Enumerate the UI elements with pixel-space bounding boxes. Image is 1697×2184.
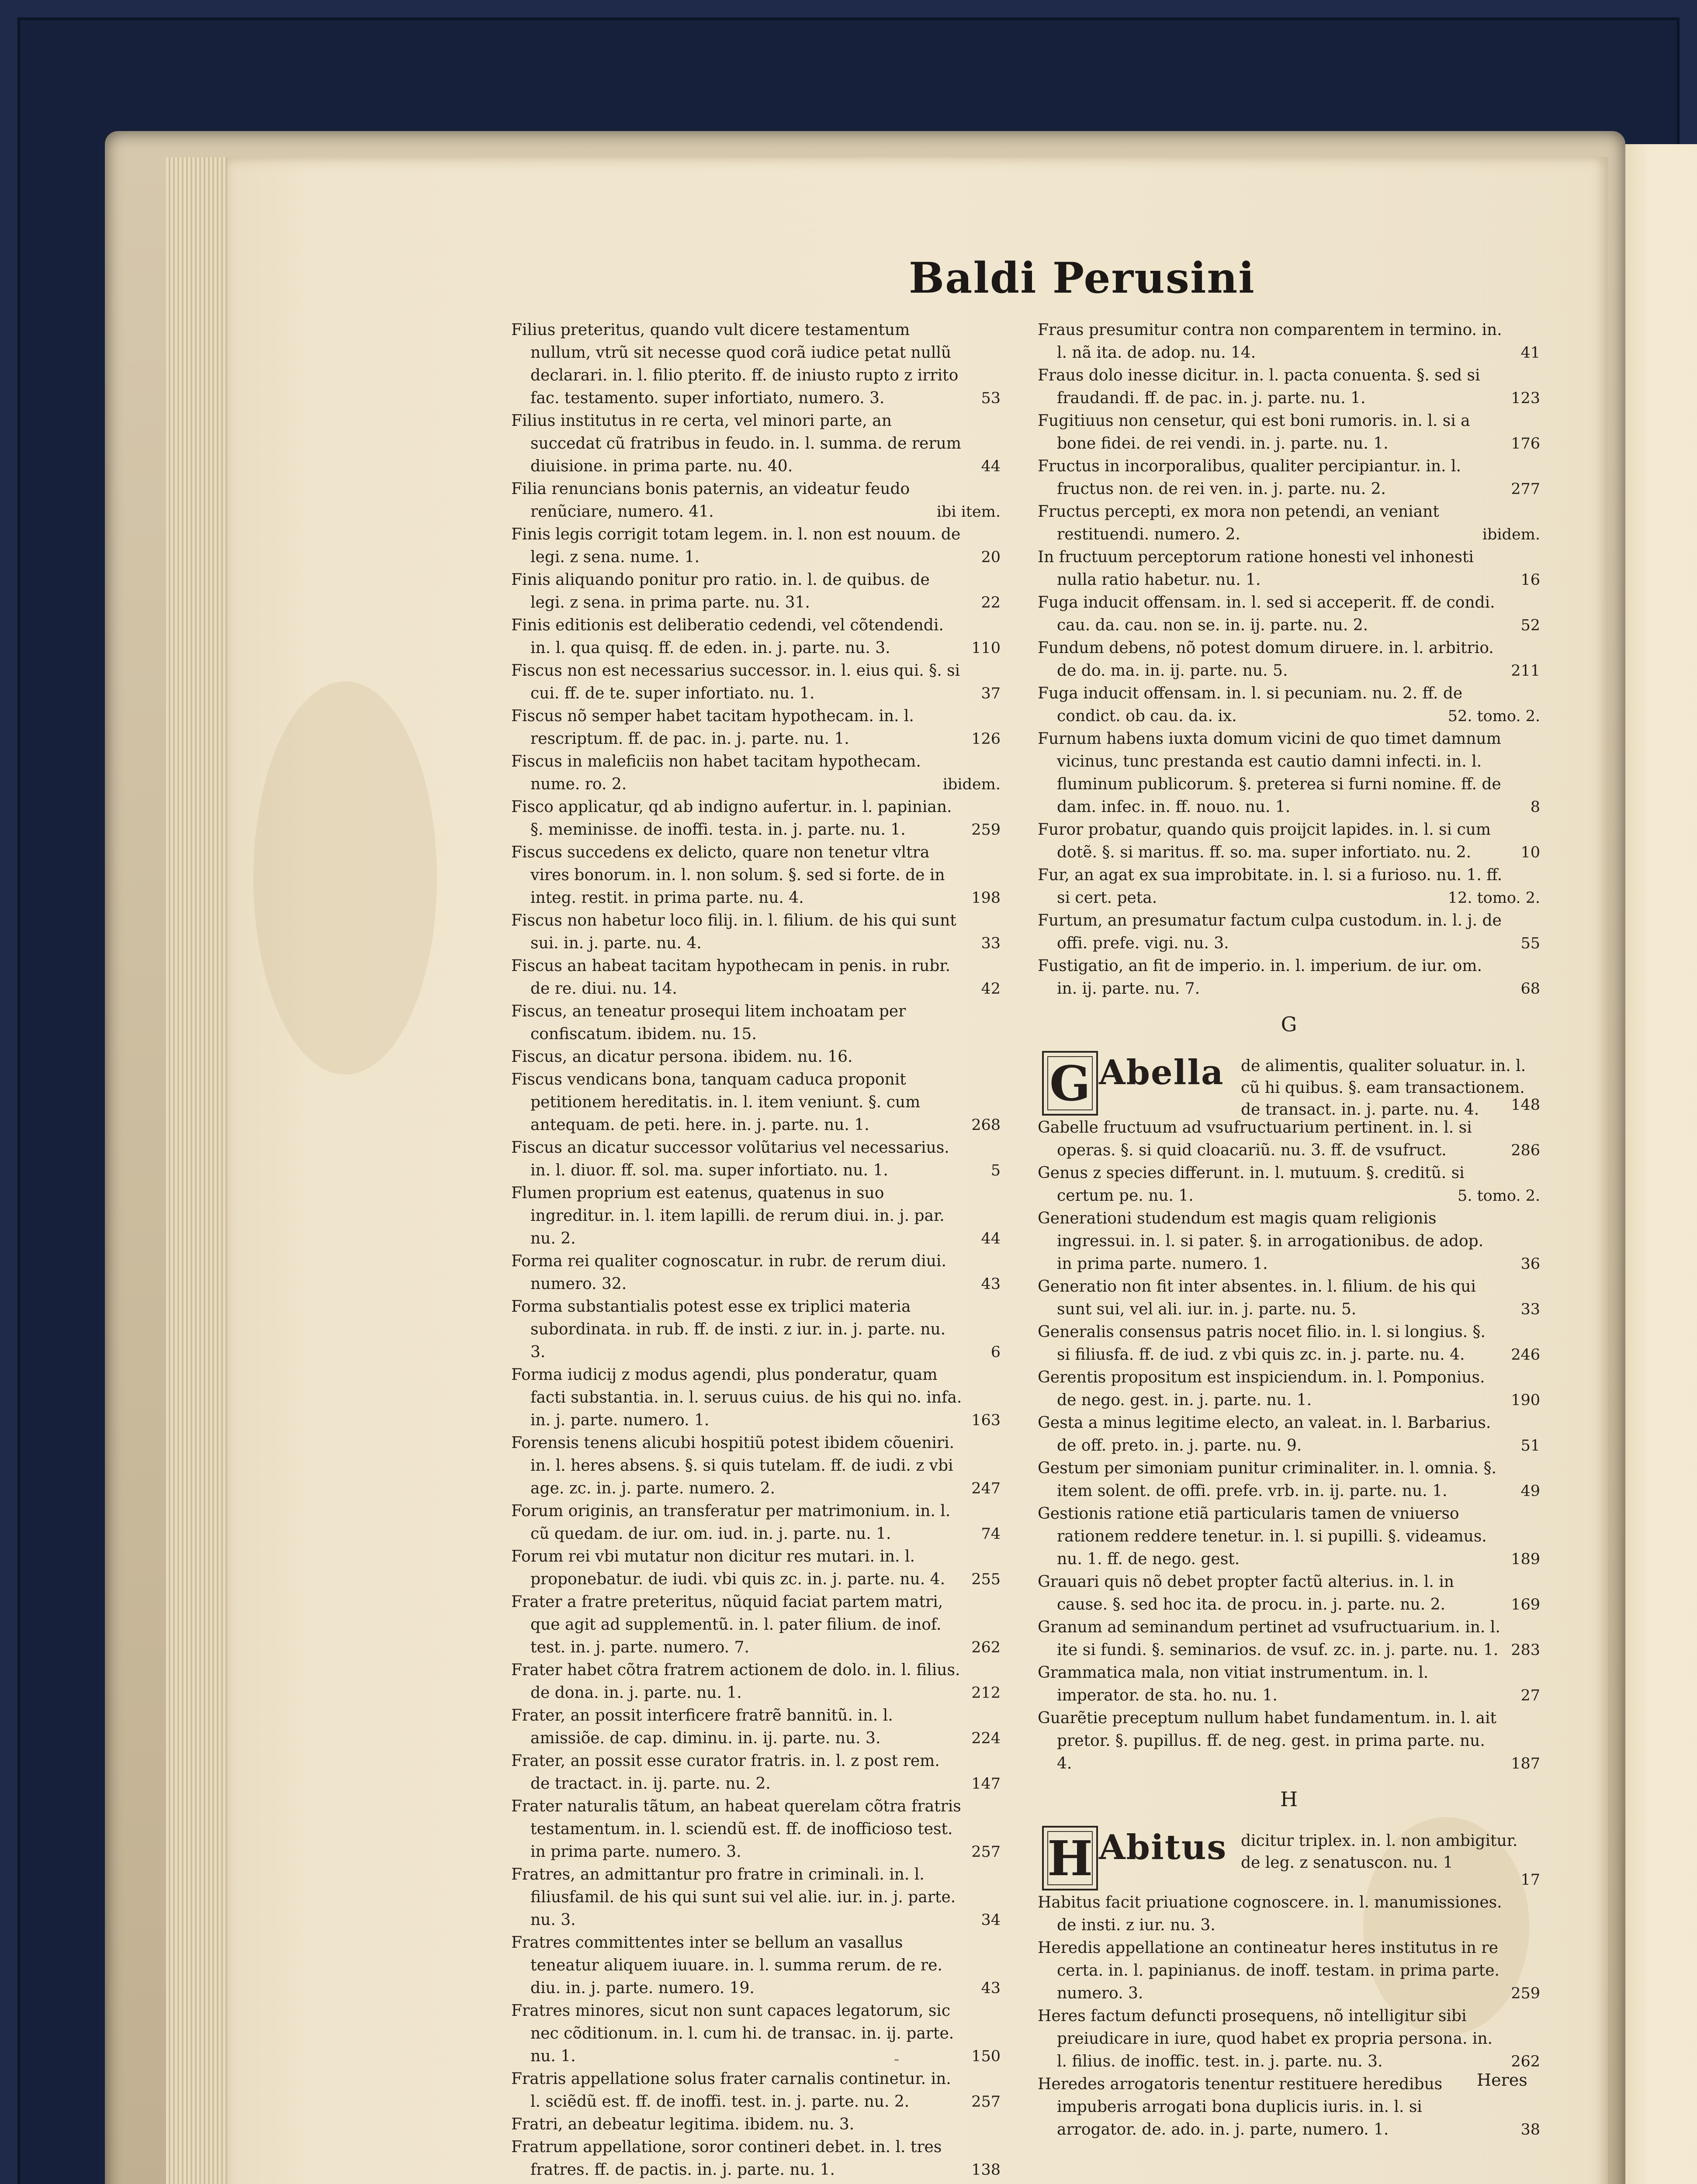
- index-entry: [511, 1046, 1001, 1068]
- page-reference: 268: [971, 1116, 1001, 1134]
- entry-text: Finis legis corrigit totam legem. in. l. non est nouum. de legi. z sena. nume. 1.: [511, 525, 961, 566]
- page-reference: 190: [1511, 1392, 1540, 1409]
- entry-text: Fundum debens, nõ potest domum diruere. in. l. arbitrio. de do. ma. in. ij. parte. nu. 5.: [1038, 639, 1494, 680]
- section-h-head: [1038, 1826, 1540, 1891]
- entry-text: Filius institutus in re certa, vel minori parte, an succedat cũ fratribus in feudo. in. l. summa. de rerum diuisione. in prima parte. nu. 40.: [511, 412, 961, 475]
- entry-text: Gestum per simoniam punitur criminaliter. in. l. omnia. §. item solent. de offi. prefe. vrb. in. ij. parte. nu. 1.: [1038, 1459, 1496, 1500]
- index-entry: [1038, 501, 1540, 546]
- index-entry: [1038, 319, 1540, 364]
- index-entry: [511, 750, 1001, 796]
- page-reference: 6: [990, 1344, 1001, 1361]
- entry-text: Filia renuncians bonis paternis, an videatur feudo renũciare, numero. 41.: [511, 480, 910, 521]
- entry-text: Gestionis ratione etiã particularis tamen de vniuerso rationem reddere tenetur. in. l. si pupilli. §. videamus. nu. 1. ff. de nego. gest.: [1038, 1505, 1487, 1568]
- entry-text: Fiscus non est necessarius successor. in. l. eius qui. §. si cui. ff. de te. super infortiato. nu. 1.: [511, 662, 960, 702]
- entry-text: Fiscus non habetur loco filij. in. l. filium. de his qui sunt sui. in. j. parte. nu. 4.: [511, 912, 956, 952]
- page-reference: 283: [1511, 1641, 1540, 1659]
- index-entry: [511, 1659, 1001, 1704]
- page-reference: 49: [1520, 1482, 1540, 1500]
- entry-text: Fructus percepti, ex mora non petendi, an veniant restituendi. numero. 2.: [1038, 503, 1439, 543]
- entry-text: Forum rei vbi mutatur non dicitur res mutari. in. l. proponebatur. de iudi. vbi quis zc. in. j. parte. nu. 4.: [511, 1548, 945, 1588]
- page-reference: 38: [1520, 2121, 1540, 2139]
- page-reference: 33: [1520, 1301, 1540, 1318]
- page-reference: 52. tomo. 2.: [1448, 708, 1540, 725]
- index-entry: [511, 523, 1001, 569]
- page-reference: 74: [981, 1525, 1001, 1543]
- page-reference: 138: [971, 2161, 1001, 2179]
- entry-text: Grauari quis nõ debet propter factũ alterius. in. l. in cause. §. sed hoc ita. de procu. in. j. parte. nu. 2.: [1038, 1573, 1454, 1614]
- page-reference: 255: [971, 1571, 1001, 1588]
- page-reference: 20: [981, 549, 1001, 566]
- index-entry: [1038, 864, 1540, 909]
- index-entry: [1038, 909, 1540, 955]
- index-entry: [511, 2068, 1001, 2113]
- index-entry: [511, 1704, 1001, 1750]
- index-entry: [511, 2181, 1001, 2184]
- page-reference: 126: [971, 730, 1001, 748]
- entry-text: Flumen proprium est eatenus, quatenus in suo ingreditur. in. l. item lapilli. de rerum diui. in. j. par. nu. 2.: [511, 1184, 945, 1248]
- page-reference: 150: [971, 2048, 1001, 2065]
- entry-text: Forma rei qualiter cognoscatur. in rubr. de rerum diui. numero. 32.: [511, 1252, 946, 1293]
- page-edges: [166, 157, 236, 2184]
- index-entry: [1038, 2005, 1540, 2073]
- entry-text: Gesta a minus legitime electo, an valeat. in. l. Barbarius. de off. preto. in. j. parte. nu. 9.: [1038, 1414, 1491, 1455]
- index-entry: [1038, 591, 1540, 637]
- bottom-mark: ˜: [894, 2057, 900, 2072]
- index-entry: [511, 614, 1001, 660]
- entry-text: Fugitiuus non censetur, qui est boni rumoris. in. l. si a bone fidei. de rei vendi. in. j. parte. nu. 1.: [1038, 412, 1470, 453]
- index-entry: [511, 660, 1001, 705]
- index-entry: [1038, 364, 1540, 410]
- index-entry: [511, 319, 1001, 410]
- index-entry: [511, 1432, 1001, 1500]
- index-entry: [511, 1250, 1001, 1296]
- page-reference: 43: [981, 1980, 1001, 1997]
- page-reference: 37: [981, 685, 1001, 702]
- page-reference: 262: [971, 1639, 1001, 1656]
- index-entry: [1038, 1457, 1540, 1503]
- page-reference: 187: [1511, 1755, 1540, 1773]
- page-reference: 176: [1511, 435, 1540, 453]
- page-reference: ibidem.: [942, 776, 1001, 793]
- index-entry: [1038, 955, 1540, 1000]
- index-entry: [511, 569, 1001, 614]
- page-reference: 44: [981, 1230, 1001, 1248]
- entry-text: Fratres, an admittantur pro fratre in criminali. in. l. filiusfamil. de his qui sunt sui vel alie. iur. in. j. parte. nu. 3.: [511, 1866, 956, 1929]
- index-entry: [511, 478, 1001, 523]
- entry-text: Fratres committentes inter se bellum an vasallus teneatur aliquem iuuare. in. l. summa rerum. de re. diu. in. j. parte. numero. 19.: [511, 1934, 942, 1997]
- index-entry: [1038, 1275, 1540, 1321]
- index-entry: [511, 1591, 1001, 1659]
- page-reference: 169: [1511, 1596, 1540, 1614]
- entry-text: Genus z species differunt. in. l. mutuum. §. creditũ. si certum pe. nu. 1.: [1038, 1164, 1465, 1205]
- index-entry: [1038, 1366, 1540, 1412]
- entry-text: [511, 2181, 1001, 2184]
- decorated-initial-h: H: [1042, 1826, 1098, 1890]
- index-entry: [1038, 819, 1540, 864]
- index-column-left: [511, 319, 1001, 2184]
- index-entry: [1038, 2073, 1540, 2141]
- entry-text: In fructuum perceptorum ratione honesti vel inhonesti nulla ratio habetur. nu. 1.: [1038, 548, 1474, 589]
- entry-text: Granum ad seminandum pertinet ad vsufructuarium. in. l. ite si fundi. §. seminarios. de vsuf. zc. in. j. parte. nu. 1.: [1038, 1618, 1500, 1659]
- page-reference: 277: [1511, 480, 1540, 498]
- entry-text: Forma substantialis potest esse ex triplici materia subordinata. in rub. ff. de insti. z iur. in. j. parte. nu. 3.: [511, 1298, 946, 1361]
- index-entry: [1038, 1662, 1540, 1707]
- page-reference: 259: [1511, 1985, 1540, 2002]
- page-reference: 17: [1520, 1871, 1540, 1889]
- page-reference: 262: [1511, 2053, 1540, 2070]
- section-g-head-text: de alimentis, qualiter soluatur. in. l. cũ hi quibus. §. eam transactionem. de transact. in. j. parte. nu. 4.: [1241, 1057, 1526, 1119]
- section-h-head-text: dicitur triplex. in. l. non ambigitur. de leg. z senatuscon. nu. 1: [1241, 1832, 1518, 1872]
- page-reference: 110: [971, 639, 1001, 657]
- entry-text: Fiscus, an teneatur prosequi litem inchoatam per confiscatum. ibidem. nu. 15.: [511, 1002, 906, 1043]
- page-reference: 148: [1511, 1096, 1540, 1114]
- page-reference: 212: [971, 1684, 1001, 1702]
- entry-text: Fuga inducit offensam. in. l. sed si acceperit. ff. de condi. cau. da. cau. non se. in. ij. parte. nu. 2.: [1038, 594, 1495, 634]
- index-entry: [1038, 1162, 1540, 1207]
- index-entry: [1038, 1116, 1540, 1162]
- index-entry: [1038, 682, 1540, 728]
- index-entry: [1038, 1891, 1540, 1937]
- index-entry: [1038, 1707, 1540, 1775]
- index-entry: [511, 1182, 1001, 1250]
- index-entry: [511, 1545, 1001, 1591]
- index-entry: [1038, 728, 1540, 819]
- entry-text: Fiscus nõ semper habet tacitam hypothecam. in. l. rescriptum. ff. de pac. in. j. parte. nu. 1.: [511, 707, 914, 748]
- page-reference: 27: [1520, 1687, 1540, 1704]
- index-entry: [511, 955, 1001, 1000]
- page-reference: 52: [1520, 617, 1540, 634]
- index-entry: [511, 1863, 1001, 1932]
- entry-text: Filius preteritus, quando vult dicere testamentum nullum, vtrũ sit necesse quod corã iudice petat nullũ declarari. in. l. filio pterito. ff. de iniusto rupto z irrito fac. testamento. super infortiato, numero. 3.: [511, 321, 959, 407]
- running-head: Baldi Perusini: [909, 253, 1255, 303]
- index-entry: [1038, 455, 1540, 501]
- page-reference: 246: [1511, 1346, 1540, 1364]
- entry-text: Guarẽtie preceptum nullum habet fundamentum. in. l. ait pretor. §. pupillus. ff. de neg. gest. in prima parte. nu. 4.: [1038, 1709, 1496, 1773]
- entry-text: Fiscus an dicatur successor volũtarius vel necessarius. in. l. diuor. ff. sol. ma. super infortiato. nu. 1.: [511, 1139, 949, 1179]
- page-reference: ibidem.: [1482, 526, 1540, 543]
- page-reference: 51: [1520, 1437, 1540, 1455]
- page-reference: 286: [1511, 1142, 1540, 1159]
- index-entry: [511, 1364, 1001, 1432]
- section-letter-g: G: [1281, 1013, 1297, 1036]
- section-h-head-word: Abitus: [1099, 1828, 1227, 1867]
- entry-text: Gabelle fructuum ad vsufructuarium pertinent. in. l. si operas. §. si quid cloacariũ. nu. 3. ff. de vsufruct.: [1038, 1119, 1472, 1159]
- index-column-right: [1038, 319, 1540, 2141]
- section-g-head: [1038, 1051, 1540, 1119]
- page-reference: 42: [981, 980, 1001, 998]
- page-reference: 36: [1520, 1255, 1540, 1273]
- entry-text: Frater, an possit esse curator fratris. in. l. z post rem. de tractact. in. ij. parte. nu. 2.: [511, 1752, 940, 1793]
- entry-text: Fratri, an debeatur legitima. ibidem. nu. 3.: [511, 2115, 855, 2133]
- section-letter-h: H: [1280, 1787, 1298, 1811]
- index-entry: [1038, 1412, 1540, 1457]
- page-reference: 12. tomo. 2.: [1448, 889, 1540, 907]
- entry-text: Fuga inducit offensam. in. l. si pecuniam. nu. 2. ff. de condict. ob cau. da. ix.: [1038, 684, 1463, 725]
- entry-text: Fur, an agat ex sua improbitate. in. l. si a furioso. nu. 1. ff. si cert. peta.: [1038, 866, 1503, 907]
- catchword: Heres: [1477, 2070, 1527, 2090]
- page-reference: 5: [990, 1162, 1001, 1179]
- page-reference: 8: [1530, 798, 1540, 816]
- index-entry: [511, 1137, 1001, 1182]
- index-entry: [511, 2136, 1001, 2181]
- index-entry: [511, 1795, 1001, 1863]
- entry-text: Fiscus succedens ex delicto, quare non tenetur vltra vires bonorum. in. l. non solum. §. sed si forte. de in integ. restit. in prima parte. nu. 4.: [511, 843, 945, 907]
- entry-text: Heres factum defuncti prosequens, nõ intelligitur sibi preiudicare in iure, quod habet ex propria persona. in. l. filius. de inoffic. test. in. j. parte. nu. 3.: [1038, 2007, 1493, 2070]
- index-entry: [511, 1296, 1001, 1364]
- index-entry: [511, 1500, 1001, 1545]
- page-reference: 257: [971, 1843, 1001, 1861]
- index-entry: [1038, 1616, 1540, 1662]
- page-reference: 55: [1520, 935, 1540, 952]
- index-entry: [1038, 546, 1540, 591]
- page-reference: 163: [971, 1412, 1001, 1429]
- index-entry: [511, 841, 1001, 909]
- entry-text: Frater a fratre preteritus, nũquid faciat partem matri, que agit ad supplementũ. in. l. pater filium. de inof. test. in. j. parte. numero. 7.: [511, 1593, 943, 1656]
- index-entry: [1038, 1207, 1540, 1275]
- entry-text: Frater, an possit interficere fratrẽ bannitũ. in. l. amissiõe. de cap. diminu. in. ij. parte. nu. 3.: [511, 1707, 893, 1747]
- page-reference: 189: [1511, 1551, 1540, 1568]
- index-entry: [511, 796, 1001, 841]
- entry-text: Fratris appellatione solus frater carnalis continetur. in. l. sciẽdũ est. ff. de inoffi. test. in. j. parte. nu. 2.: [511, 2070, 951, 2111]
- facing-page-edge: [1617, 144, 1697, 2184]
- entry-text: Furnum habens iuxta domum vicini de quo timet damnum vicinus, tunc prestanda est cautio damni infecti. in. l. fluminum publicorum. §. preterea si furni nomine. ff. de dam. infec. in. ff. nouo. nu. 1.: [1038, 730, 1501, 816]
- page-reference: 43: [981, 1275, 1001, 1293]
- index-entry: [511, 1000, 1001, 1046]
- entry-text: Finis aliquando ponitur pro ratio. in. l. de quibus. de legi. z sena. in prima parte. nu. 31.: [511, 571, 930, 612]
- index-entry: [511, 1932, 1001, 2000]
- page-reference: 22: [981, 594, 1001, 612]
- page-reference: 5. tomo. 2.: [1458, 1187, 1540, 1205]
- entry-text: Fratrum appellatione, soror contineri debet. in. l. tres fratres. ff. de pactis. in. j. parte. nu. 1.: [511, 2138, 942, 2179]
- page-reference: 259: [971, 821, 1001, 839]
- index-entry: [511, 1750, 1001, 1795]
- page-reference: 33: [981, 935, 1001, 952]
- index-entry: [511, 1068, 1001, 1137]
- page-reference: 10: [1520, 844, 1540, 861]
- index-entry: [1038, 637, 1540, 682]
- page-reference: 224: [971, 1730, 1001, 1747]
- page-reference: 247: [971, 1480, 1001, 1497]
- index-entry: [1038, 1937, 1540, 2005]
- entry-text: Heredes arrogatoris tenentur restituere heredibus impuberis arrogati bona duplicis iuris. in. l. si arrogator. de. ado. in. j. parte, numero. 1.: [1038, 2075, 1443, 2139]
- index-entry: [511, 410, 1001, 478]
- entry-text: Frater habet cõtra fratrem actionem de dolo. in. l. filius. de dona. in. j. parte. nu. 1.: [511, 1661, 960, 1702]
- entry-text: Heredis appellatione an contineatur heres institutus in re certa. in. l. papinianus. de inoff. testam. in prima parte. numero. 3.: [1038, 1939, 1500, 2002]
- page-reference: 16: [1520, 571, 1540, 589]
- index-entry: [511, 2000, 1001, 2068]
- entry-text: Fraus dolo inesse dicitur. in. l. pacta conuenta. §. sed si fraudandi. ff. de pac. in. j. parte. nu. 1.: [1038, 366, 1480, 407]
- index-entry: [511, 705, 1001, 750]
- page-reference: 44: [981, 458, 1001, 475]
- index-entry: [511, 909, 1001, 955]
- entry-text: Frater naturalis tãtum, an habeat querelam cõtra fratris testamentum. in. l. sciendũ est. ff. de inofficioso test. in prima parte. numero. 3.: [511, 1797, 961, 1861]
- page-reference: 53: [981, 390, 1001, 407]
- page-reference: 211: [1511, 662, 1540, 680]
- entry-text: Forum originis, an transferatur per matrimonium. in. l. cũ quedam. de iur. om. iud. in. j. parte. nu. 1.: [511, 1502, 951, 1543]
- index-entry: [1038, 1571, 1540, 1616]
- entry-text: Generalis consensus patris nocet filio. in. l. si longius. §. si filiusfa. ff. de iud. z vbi quis zc. in. j. parte. nu. 4.: [1038, 1323, 1486, 1364]
- index-entry: [1038, 1321, 1540, 1366]
- entry-text: Furor probatur, quando quis proijcit lapides. in. l. si cum dotẽ. §. si maritus. ff. so. ma. super infortiato. nu. 2.: [1038, 821, 1491, 861]
- entry-text: Fiscus an habeat tacitam hypothecam in penis. in rubr. de re. diui. nu. 14.: [511, 957, 951, 998]
- index-entry: [1038, 410, 1540, 455]
- entry-text: Fiscus vendicans bona, tanquam caduca proponit petitionem hereditatis. in. l. item veniunt. §. cum antequam. de peti. here. in. j. parte. nu. 1.: [511, 1071, 921, 1134]
- entry-text: Fiscus in maleficiis non habet tacitam hypothecam. nume. ro. 2.: [511, 753, 921, 793]
- entry-text: Generationi studendum est magis quam religionis ingressui. in. l. si pater. §. in arrogationibus. de adop. in prima parte. numero. 1.: [1038, 1209, 1484, 1273]
- page-reference: 257: [971, 2093, 1001, 2111]
- entry-text: Gerentis propositum est inspiciendum. in. l. Pomponius. de nego. gest. in. j. parte. nu. 1.: [1038, 1368, 1485, 1409]
- page-reference: ibi item.: [936, 503, 1001, 521]
- page-reference: 198: [971, 889, 1001, 907]
- page-reference: 147: [971, 1775, 1001, 1793]
- index-entry: [511, 2113, 1001, 2136]
- entry-text: Generatio non fit inter absentes. in. l. filium. de his qui sunt sui, vel ali. iur. in. j. parte. nu. 5.: [1038, 1278, 1476, 1318]
- entry-text: Fratres minores, sicut non sunt capaces legatorum, sic nec cõditionum. in. l. cum hi. de transac. in. ij. parte. nu. 1.: [511, 2002, 954, 2065]
- entry-text: Forensis tenens alicubi hospitiũ potest ibidem cõueniri. in. l. heres absens. §. si quis tutelam. ff. de iudi. z vbi age. zc. in. j. parte. numero. 2.: [511, 1434, 955, 1497]
- page-reference: 68: [1520, 980, 1540, 998]
- decorated-initial-g: G: [1042, 1051, 1098, 1116]
- page-reference: 41: [1520, 344, 1540, 362]
- entry-text: Habitus facit priuatione cognoscere. in. l. manumissiones. de insti. z iur. nu. 3.: [1038, 1894, 1502, 1934]
- entry-text: Fructus in incorporalibus, qualiter percipiantur. in. l. fructus non. de rei ven. in. j. parte. nu. 2.: [1038, 457, 1461, 498]
- entry-text: Finis editionis est deliberatio cedendi, vel cõtendendi. in. l. qua quisq. ff. de eden. in. j. parte. nu. 3.: [511, 616, 944, 657]
- entry-text: Furtum, an presumatur factum culpa custodum. in. l. j. de offi. prefe. vigi. nu. 3.: [1038, 912, 1502, 952]
- page-reference: 34: [981, 1911, 1001, 1929]
- entry-text: Fustigatio, an fit de imperio. in. l. imperium. de iur. om. in. ij. parte. nu. 7.: [1038, 957, 1482, 998]
- index-entry: [1038, 1503, 1540, 1571]
- entry-text: Forma iudicij z modus agendi, plus ponderatur, quam facti substantia. in. l. seruus cuius. de his qui no. infa. in. j. parte. numero. 1.: [511, 1366, 962, 1429]
- section-g-head-word: Abella: [1099, 1053, 1224, 1092]
- entry-text: Fisco applicatur, qd ab indigno aufertur. in. l. papinian. §. meminisse. de inoffi. testa. in. j. parte. nu. 1.: [511, 798, 952, 839]
- page-reference: 123: [1511, 390, 1540, 407]
- entry-text: Fraus presumitur contra non comparentem in termino. in. l. nã ita. de adop. nu. 14.: [1038, 321, 1502, 362]
- entry-text: Fiscus, an dicatur persona. ibidem. nu. 16.: [511, 1048, 853, 1066]
- entry-text: Grammatica mala, non vitiat instrumentum. in. l. imperator. de sta. ho. nu. 1.: [1038, 1664, 1429, 1704]
